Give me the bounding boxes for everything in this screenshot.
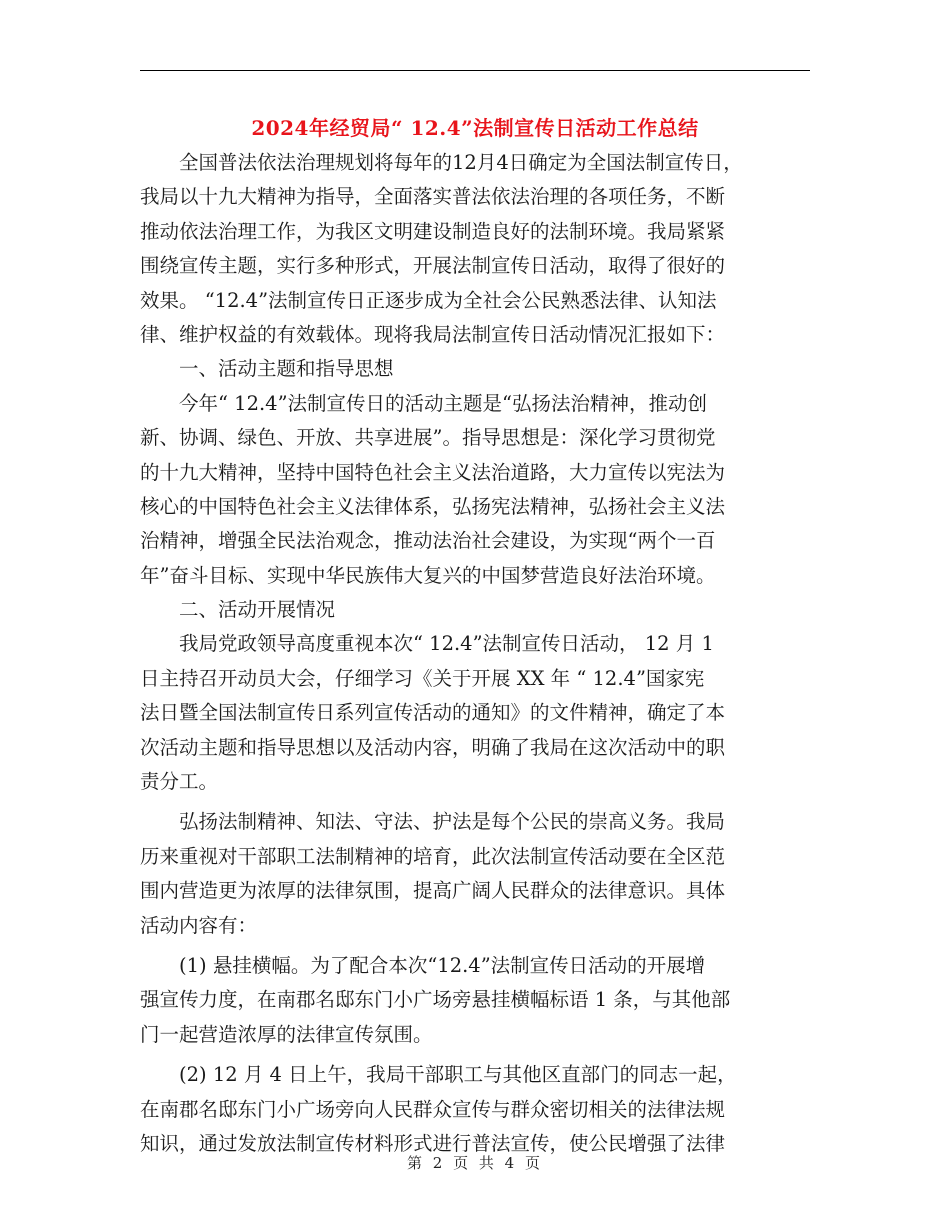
- text-line: 在南郡名邸东门小广场旁向人民群众宣传与群众密切相关的法律法规: [140, 1097, 726, 1121]
- text-line: 活动内容有：: [140, 913, 258, 937]
- text-line: 次活动主题和指导思想以及活动内容，明确了我局在这次活动中的职: [140, 735, 726, 759]
- text-line: 围绕宣传主题，实行多种形式，开展法制宣传日活动，取得了很好的: [140, 254, 726, 278]
- page-footer: 第 2 页 共 4 页: [407, 1154, 543, 1172]
- paragraph: [140, 146, 810, 352]
- text-line: 治精神，增强全民法治观念，推动法治社会建设，为实现“两个一百: [140, 529, 716, 553]
- paragraph: [140, 805, 810, 943]
- text-line: 推动依法治理工作，为我区文明建设制造良好的法制环境。我局紧紧: [140, 219, 726, 243]
- text-line: 效果。 “12.4”法制宣传日正逐步成为全社会公民熟悉法律、认知法: [140, 288, 717, 312]
- text-line: 知识，通过发放法制宣传材料形式进行普法宣传，使公民增强了法律: [140, 1131, 726, 1155]
- document-body: [140, 146, 810, 1161]
- text-line: 日主持召开动员大会，仔细学习《关于开展 XX 年 “ 12.4”国家宪: [140, 666, 705, 690]
- paragraph: [140, 1058, 810, 1161]
- text-line: 年”奋斗目标、实现中华民族伟大复兴的中国梦营造良好法治环境。: [140, 563, 716, 587]
- paragraph: [140, 627, 810, 799]
- text-line: 一、活动主题和指导思想: [179, 357, 394, 381]
- text-line: (1) 悬挂横幅。为了配合本次“12.4”法制宣传日活动的开展增: [179, 953, 706, 977]
- text-line: 责分工。: [140, 770, 219, 794]
- text-line: 核心的中国特色社会主义法律体系，弘扬宪法精神，弘扬社会主义法: [140, 494, 726, 518]
- text-line: 新、协调、绿色、开放、共享进展”。指导思想是：深化学习贯彻党: [140, 426, 716, 450]
- text-line: 历来重视对干部职工法制精神的培育，此次法制宣传活动要在全区范: [140, 844, 726, 868]
- paragraph: [140, 593, 810, 627]
- text-line: 门一起营造浓厚的法律宣传氛围。: [140, 1022, 433, 1046]
- text-line: (2) 12 月 4 日上午，我局干部职工与其他区直部门的同志一起，: [179, 1063, 737, 1087]
- text-line: 我局党政领导高度重视本次“ 12.4”法制宣传日活动， 12 月 1: [179, 632, 714, 656]
- text-line: 围内营造更为浓厚的法律氛围，提高广阔人民群众的法律意识。具体: [140, 879, 726, 903]
- paragraph: [140, 949, 810, 1052]
- paragraph: [140, 352, 810, 386]
- text-line: 弘扬法制精神、知法、守法、护法是每个公民的崇高义务。我局: [179, 810, 726, 834]
- text-line: 二、活动开展情况: [179, 598, 336, 622]
- text-line: 全国普法依法治理规划将每年的12月4日确定为全国法制宣传日，: [179, 151, 743, 174]
- text-line: 的十九大精神，坚持中国特色社会主义法治道路，大力宣传以宪法为: [140, 460, 726, 484]
- document-title: 2024年经贸局“ 12.4”法制宣传日活动工作总结: [251, 116, 699, 140]
- header-rule: [140, 70, 810, 71]
- text-line: 今年“ 12.4”法制宣传日的活动主题是“弘扬法治精神，推动创: [179, 391, 708, 415]
- paragraph: [140, 387, 810, 593]
- text-line: 强宣传力度，在南郡名邸东门小广场旁悬挂横幅标语 1 条，与其他部: [140, 988, 731, 1012]
- text-line: 律、维护权益的有效载体。现将我局法制宣传日活动情况汇报如下：: [140, 322, 726, 346]
- text-line: 我局以十九大精神为指导，全面落实普法依法治理的各项任务，不断: [140, 185, 726, 209]
- text-line: 法日暨全国法制宣传日系列宣传活动的通知》的文件精神，确定了本: [140, 701, 726, 725]
